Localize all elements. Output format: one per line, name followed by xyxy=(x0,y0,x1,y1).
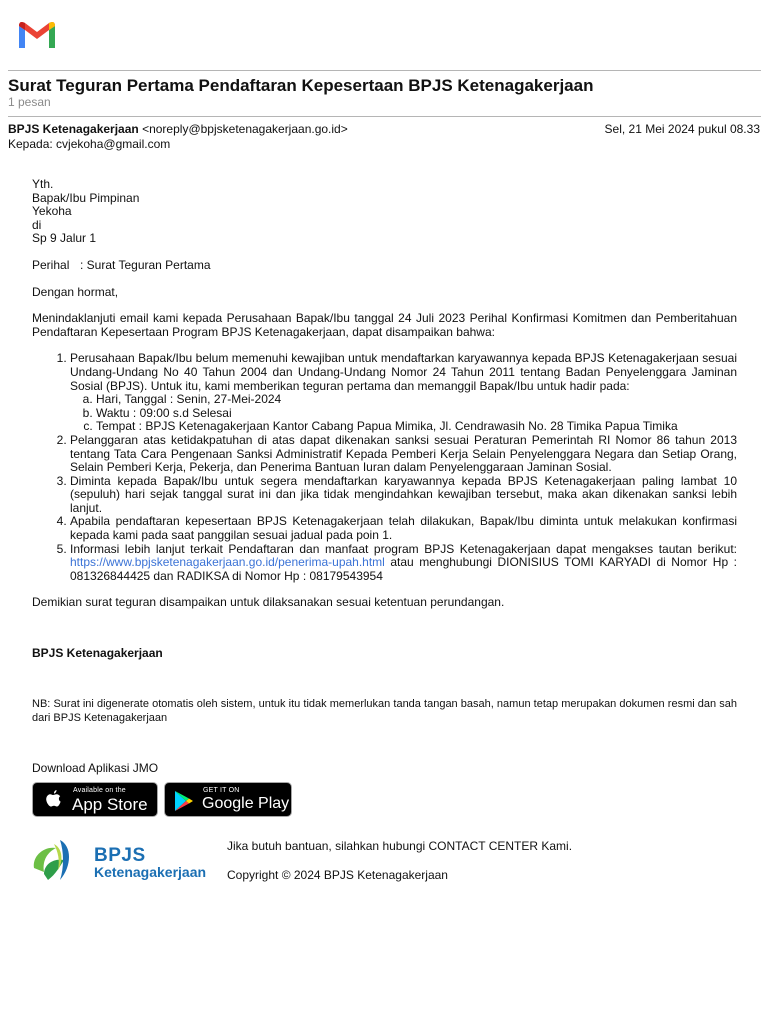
sub-list-item: b. Waktu : 09:00 s.d Selesai xyxy=(96,407,737,421)
bpjs-logo-name: BPJS xyxy=(94,845,146,866)
meta-divider xyxy=(8,116,761,117)
sub-list-item: a. Hari, Tanggal : Senin, 27-Mei-2024 xyxy=(96,393,737,407)
list-item xyxy=(70,352,737,434)
sender xyxy=(8,122,348,136)
list-item xyxy=(70,543,737,584)
address-line: Yth. xyxy=(32,177,54,191)
list-item: 4. Apabila pendaftaran kepesertaan BPJS Ketenagakerjaan telah dilakukan, Bapak/Ibu diminta untuk melakukan konfirmasi kepada kami pada saat panggilan sesuai jadual pada poin 1. xyxy=(70,515,737,542)
header-divider xyxy=(8,70,761,71)
point-5-text: Informasi lebih lanjut terkait Pendaftaran dan manfaat program BPJS Ketenagakerjaan dapat mengakses tautan berikut: xyxy=(70,541,737,556)
sub-list-item: c. Tempat : BPJS Ketenagakerjaan Kantor Cabang Papua Mimika, Jl. Cendrawasih No. 28 Timika Papua Timika xyxy=(96,420,737,434)
download-label: Download Aplikasi JMO xyxy=(32,761,159,775)
google-play-icon xyxy=(173,789,195,813)
address-block xyxy=(32,178,737,246)
copyright: Copyright © 2024 BPJS Ketenagakerjaan xyxy=(227,868,448,882)
closing-paragraph: Demikian surat teguran disampaikan untuk dilaksanakan sesuai ketentuan perundangan. xyxy=(32,595,505,610)
sub-list xyxy=(70,393,737,434)
address-line: di xyxy=(32,217,42,232)
google-play-button[interactable] xyxy=(164,782,292,817)
address-line: Sp 9 Jalur 1 xyxy=(32,231,97,246)
point-5-contacts: atau menghubungi DIONISIUS TOMI KARYADI di Nomor Hp : 081326844425 dan RADIKSA di Nomor Hp : 08179543954 xyxy=(70,555,737,583)
address-line: Yekoha xyxy=(32,204,72,219)
appstore-big-text: App Store xyxy=(72,795,148,814)
sender-email: <noreply@bpjsketenagakerjaan.go.id> xyxy=(142,122,348,136)
message-count: 1 pesan xyxy=(8,95,51,109)
nb-note: NB: Surat ini digenerate otomatis oleh sistem, untuk itu tidak memerlukan tanda tangan basah, namun tetap merupakan dokumen resmi dan sah dari BPJS Ketenagakerjaan xyxy=(32,698,737,724)
recipient: Kepada: cvjekoha@gmail.com xyxy=(8,137,171,151)
penerima-upah-link[interactable]: https://www.bpjsketenagakerjaan.go.id/penerima-upah.html xyxy=(70,555,385,570)
appstore-small-text: Available on the xyxy=(73,787,126,794)
point-1-text: Perusahaan Bapak/Ibu belum memenuhi kewajiban untuk mendaftarkan karyawannya kepada BPJS Ketenagakerjaan sesuai Undang-Undang No 40 Tahun 2004 dan Undang-Undang Nomor 24 Tahun 2011 tentang Badan Penyelenggara Jaminan Sosial (BPJS). Untuk itu, kami memberikan teguran pertama dan memanggil Bapak/Ibu untuk hadir pada: xyxy=(70,351,737,393)
perihal-value: : Surat Teguran Pertama xyxy=(80,257,211,272)
app-store-button[interactable] xyxy=(32,782,158,817)
email-subject: Surat Teguran Pertama Pendaftaran Kepesertaan BPJS Ketenagakerjaan xyxy=(8,76,594,95)
gmail-icon[interactable] xyxy=(16,18,58,50)
intro-paragraph: Menindaklanjuti email kami kepada Perusahaan Bapak/Ibu tanggal 24 Juli 2023 Perihal Konfirmasi Komitmen dan Pemberitahuan Pendaftaran Kepesertaan Program BPJS Ketenagakerjaan, dapat disampaikan bahwa: xyxy=(32,311,737,339)
googleplay-big-text: Google Play xyxy=(202,795,290,812)
signature: BPJS Ketenagakerjaan xyxy=(32,646,163,660)
googleplay-small-text: GET IT ON xyxy=(203,787,240,794)
email-body xyxy=(32,178,737,610)
email-date: Sel, 21 Mei 2024 pukul 08.33 xyxy=(604,122,760,136)
sender-name: BPJS Ketenagakerjaan xyxy=(8,122,139,136)
bpjs-logo-sub: Ketenagakerjaan xyxy=(94,864,207,880)
list-item: 2. Pelanggaran atas ketidakpatuhan di atas dapat dikenakan sanksi sesuai Peraturan Pemerintah RI Nomor 86 tahun 2013 tentang Tata Cara Pengenaan Sanksi Administratif Kepada Pemberi Kerja Selain Penyelenggara Negara dan Setiap Orang, Selain Pemberi Kerja, Pekerja, dan Penerima Bantuan Iuran dalam Penyelenggaraan Jaminan Sosial. xyxy=(70,434,737,475)
points-list xyxy=(32,352,737,583)
apple-icon xyxy=(43,789,63,811)
list-item: 3. Diminta kepada Bapak/Ibu untuk segera mendaftarkan karyawannya kepada BPJS Ketenagakerjaan paling lambat 10 (sepuluh) hari sejak tanggal surat ini dan jika tidak mengindahkan kewajiban tersebut, maka akan dikenakan sanksi lebih lanjut. xyxy=(70,475,737,516)
help-text: Jika butuh bantuan, silahkan hubungi CONTACT CENTER Kami. xyxy=(227,839,573,853)
perihal-label: Perihal xyxy=(32,257,70,272)
address-line: Bapak/Ibu Pimpinan xyxy=(32,190,140,205)
greeting: Dengan hormat, xyxy=(32,284,119,299)
perihal-line xyxy=(32,259,737,273)
